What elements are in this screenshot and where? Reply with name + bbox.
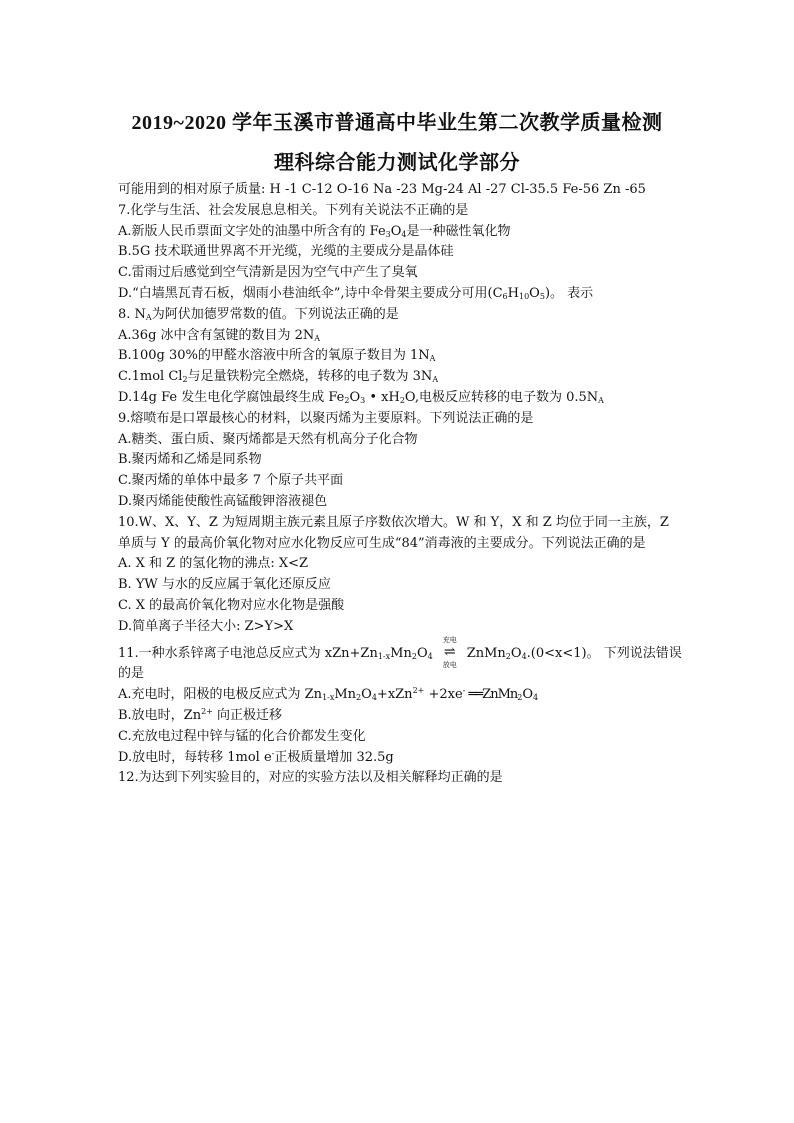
q8-d-sub: 2 [399, 395, 405, 405]
reversible-arrow-icon [435, 635, 465, 669]
q7-d-sub: 6 [502, 291, 508, 301]
q12-stem: 12.为达到下列实验目的，对应的实验方法以及相关解释均正确的是 [118, 770, 503, 786]
q11-option-c: C.充放电过程中锌与锰的化合价都发生变化 [118, 728, 366, 744]
q7-d-sub: 10 [518, 291, 530, 301]
q11-a-sup: - [462, 686, 466, 696]
q8-option-c [118, 367, 683, 388]
q11-stem-text: .(0<x<1)。 下列说法错误的是 [118, 645, 682, 682]
q11-stem [118, 635, 683, 686]
q10-option-b: B. YW 与水的反应属于氧化还原反应 [118, 577, 331, 593]
q11-a-text: +xZn [376, 687, 413, 703]
q11-a-text: +2xe [424, 687, 463, 703]
q7-option-c: C.雷雨过后感觉到空气清新是因为空气中产生了臭氧 [118, 265, 418, 281]
q11-a-sub: 2 [517, 693, 523, 703]
q8-stem-text: 8. N [118, 306, 146, 322]
q11-a-sub: 1-x [322, 693, 335, 703]
q11-stem-text: Mn [390, 645, 412, 661]
q8-option-a [118, 326, 683, 347]
q11-d-text: 正极质量增加 32.5g [274, 749, 394, 765]
q8-option-b [118, 346, 683, 367]
q11-a-sub: 4 [371, 693, 377, 703]
q8-d-text: O [349, 389, 361, 405]
q11-stem-sub: 4 [427, 651, 433, 661]
q9-option-b: B.聚丙烯和乙烯是同系物 [118, 452, 262, 468]
q11-stem-sub: 2 [505, 651, 511, 661]
q11-a-text: O [361, 687, 372, 703]
q11-d-sup: - [271, 748, 275, 758]
q9-option-d: D.聚丙烯能使酸性高锰酸钾溶液褪色 [118, 493, 328, 509]
arrow-glyph: ⇌ [443, 643, 456, 660]
q8-option-d [118, 388, 683, 409]
q8-d-sub: A [598, 395, 604, 405]
q8-c-sub: A [432, 375, 439, 385]
q9-option-c: C.聚丙烯的单体中最多 7 个原子共平面 [118, 473, 344, 489]
q7-option-d [118, 284, 683, 305]
q8-c-sub: 2 [182, 375, 188, 385]
q8-c-text: 与足量铁粉完全燃烧，转移的电子数为 3N [187, 369, 433, 385]
q11-option-a [118, 685, 683, 706]
q11-a-text: A.充电时，阳极的电极反应式为 Zn [118, 687, 323, 703]
atomic-masses-line: 可能用到的相对原子质量: H -1 C-12 O-16 Na -23 Mg-24 Al -27 Cl-35.5 Fe-56 Zn -65 [118, 182, 646, 197]
q7-a-sub: 4 [401, 229, 407, 239]
q8-b-text: B.100g 30%的甲醛水溶液中所含的氧原子数目为 1N [118, 348, 430, 364]
q8-stem-sub: A [145, 312, 152, 322]
q11-a-text: Mn [334, 687, 357, 703]
q11-b-sup: 2+ [201, 706, 213, 716]
q11-stem-text: O [510, 645, 522, 661]
q8-d-text: O,电极反应转移的电子数为 0.5N [404, 389, 599, 405]
q7-d-text: O [529, 285, 540, 301]
q11-stem-text: ZnMn [466, 645, 506, 661]
q8-d-sub: 2 [344, 395, 350, 405]
q7-d-text: H [507, 285, 519, 301]
q8-stem [118, 305, 683, 326]
q11-a-sup: 2+ [412, 686, 425, 696]
q11-a-text: ══ZnMn [465, 687, 518, 703]
q7-d-text: )。 表示 [544, 285, 594, 301]
q7-a-text: A.新版人民币票面文字处的油墨中所含有的 Fe [118, 223, 386, 239]
q8-b-sub: A [429, 354, 436, 364]
q10-option-c: C. X 的最高价氧化物对应水化物是强酸 [118, 597, 345, 613]
q8-d-sub: 3 [360, 395, 366, 405]
q11-a-text: O [522, 687, 534, 703]
q7-stem: 7.化学与生活、社会发展息息相关。下列有关说法不正确的是 [118, 202, 469, 218]
q10-stem: 10.W、X、Y、Z 为短周期主族元素且原子序数依次增大。W 和 Y，X 和 Z 均位于同一主族，Z 单质与 Y 的最高价氧化物对应水化物反应可生成“84”消毒液的主要成分。下列说法正确的是 [118, 514, 669, 551]
exam-body [118, 180, 683, 789]
q8-d-text: • xH [365, 389, 400, 405]
arrow-discharge-label: 放电 [442, 660, 457, 669]
q8-d-text: D.14g Fe 发生电化学腐蚀最终生成 Fe [118, 389, 345, 405]
q8-a-text: A.36g 冰中含有氢键的数目为 2N [118, 327, 315, 343]
q11-stem-sub: 4 [521, 651, 527, 661]
q11-b-text: B.放电时，Zn [118, 707, 202, 723]
q11-stem-text: O [416, 645, 428, 661]
exam-subtitle: 理科综合能力测试化学部分 [274, 152, 520, 174]
q10-option-d: D.简单离子半径大小: Z>Y>X [118, 618, 294, 634]
q7-option-b: B.5G 技术联通世界离不开光缆，光缆的主要成分是晶体硅 [118, 244, 454, 260]
q11-a-sub: 2 [356, 693, 362, 703]
q8-stem-text: 为阿伏加德罗常数的值。下列说法正确的是 [151, 306, 399, 322]
q11-stem-text: 11.一种水系锌离子电池总反应式为 xZn+Zn [118, 645, 378, 661]
q11-b-text: 向正极迁移 [212, 707, 283, 723]
q11-d-text: D.放电时，每转移 1mol e [118, 749, 272, 765]
exam-title: 2019~2020 学年玉溪市普通高中毕业生第二次教学质量检测 [131, 112, 663, 134]
q11-stem-sub: 2 [411, 651, 417, 661]
arrow-charge-label: 充电 [442, 635, 457, 644]
q8-c-text: C.1mol Cl [118, 369, 183, 385]
q7-a-sub: 3 [385, 229, 391, 239]
q7-d-text: D.“白墙黑瓦青石板，烟雨小巷油纸伞”,诗中伞骨架主要成分可用(C [118, 285, 503, 301]
q10-option-a: A. X 和 Z 的氢化物的沸点: X<Z [118, 556, 309, 572]
q9-stem: 9.熔喷布是口罩最核心的材料，以聚丙烯为主要原料。下列说法正确的是 [118, 410, 534, 426]
q8-a-sub: A [314, 333, 321, 343]
q11-stem-sub: 1-x [377, 651, 391, 661]
q11-a-sub: 4 [533, 693, 539, 703]
q7-d-sub: 5 [539, 291, 545, 301]
q7-a-text: 是一种磁性氧化物 [406, 223, 511, 239]
q7-option-a [118, 222, 683, 243]
q7-a-text: O [390, 223, 402, 239]
q9-option-a: A.糖类、蛋白质、聚丙烯都是天然有机高分子化合物 [118, 431, 418, 447]
q11-option-b [118, 706, 683, 727]
q11-option-d [118, 748, 683, 769]
